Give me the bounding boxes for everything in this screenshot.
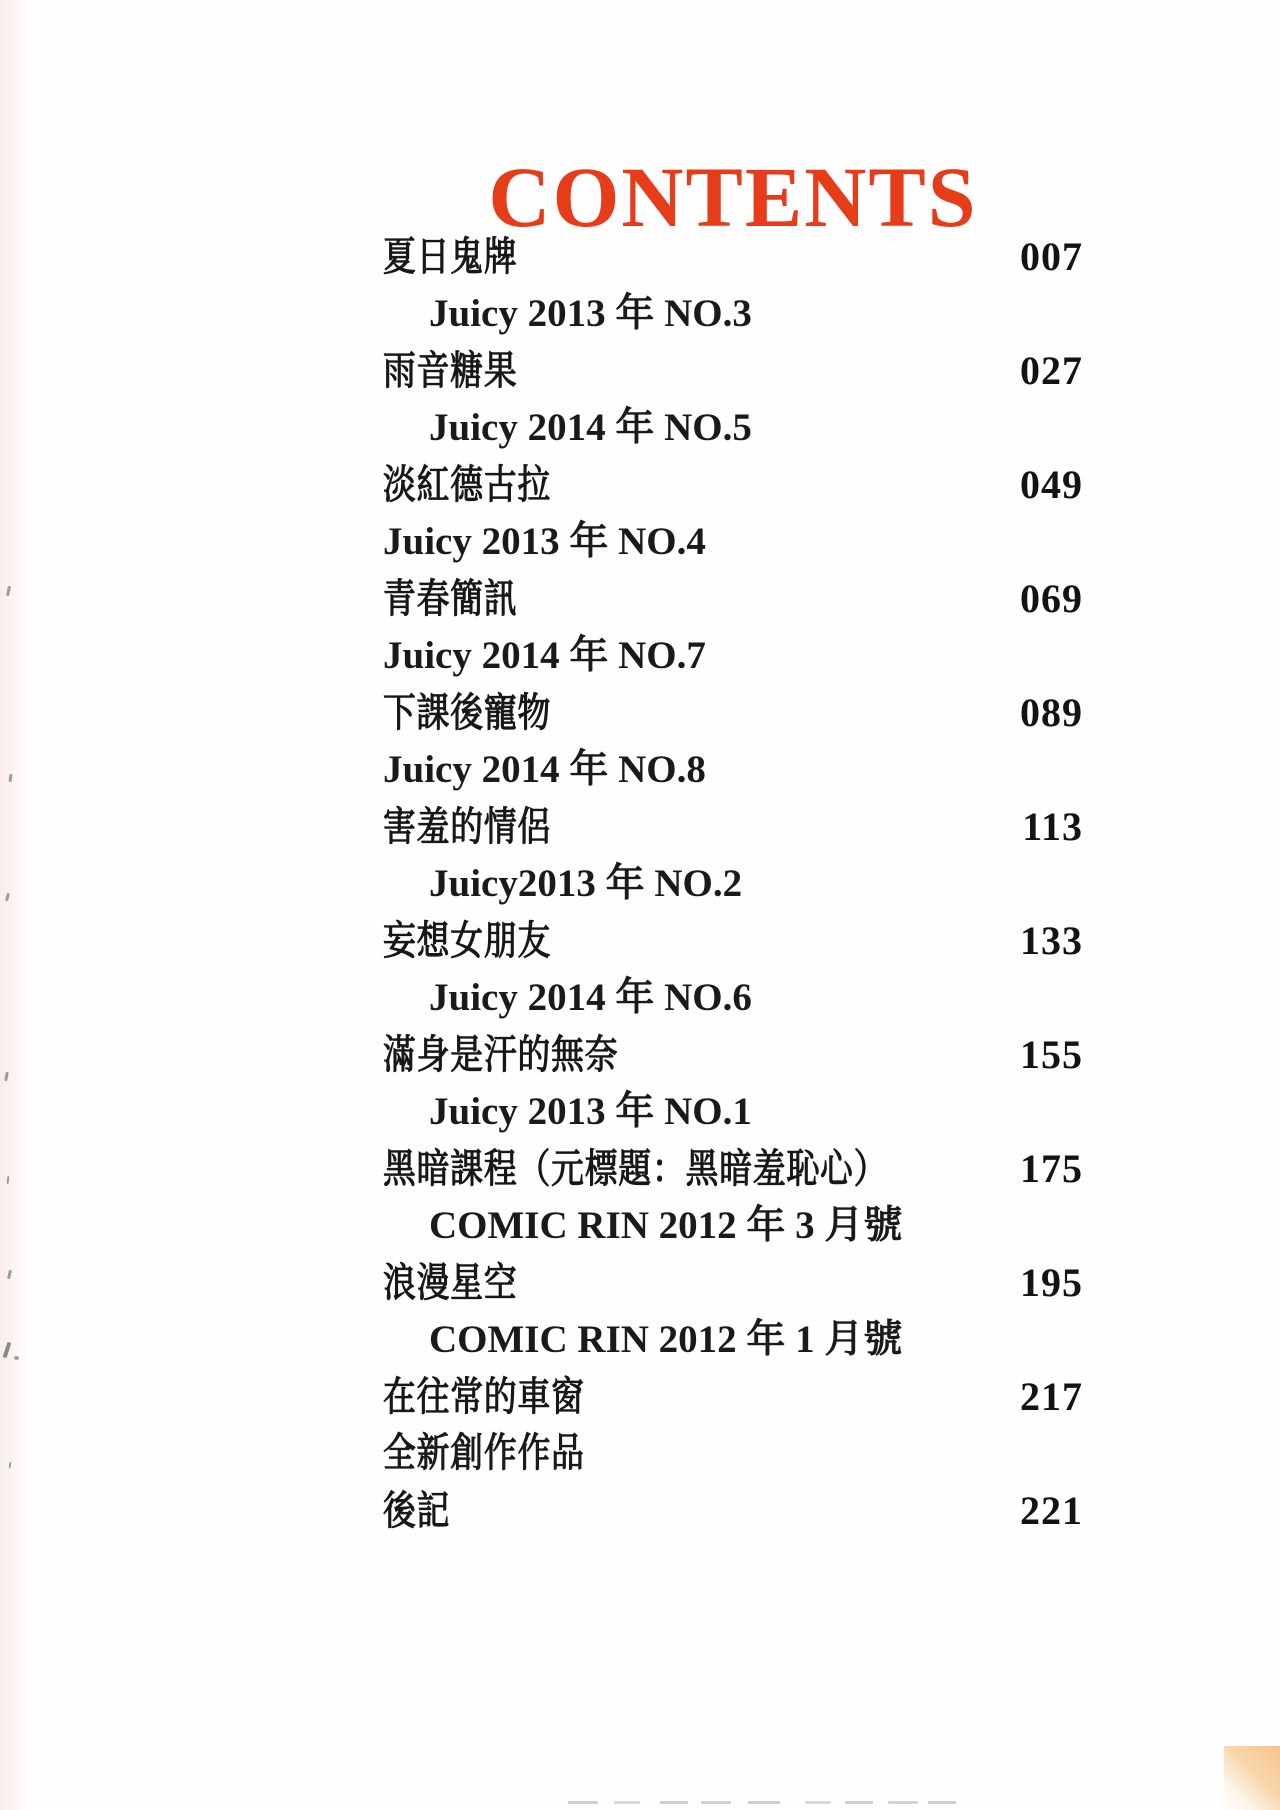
toc-entry-subtitle: COMIC RIN 2012 年 1 月號 bbox=[429, 1318, 903, 1361]
toc-entry bbox=[383, 570, 1083, 684]
toc-entry-title: 淡紅德古拉 bbox=[383, 463, 552, 507]
toc-entry-subtitle: Juicy 2014 年 NO.8 bbox=[383, 748, 706, 791]
toc-entry bbox=[383, 798, 1083, 912]
toc-entry-page: 007 bbox=[1020, 234, 1083, 279]
toc-entry-page: 027 bbox=[1020, 348, 1083, 393]
scan-mark bbox=[568, 1801, 598, 1804]
scan-mark bbox=[14, 1356, 19, 1360]
scan-mark bbox=[5, 893, 10, 901]
scan-mark bbox=[9, 1462, 12, 1468]
toc-entry-page: 113 bbox=[1022, 804, 1083, 849]
scan-mark bbox=[748, 1801, 780, 1804]
toc-entry-title: 夏日鬼牌 bbox=[383, 235, 518, 279]
scan-mark bbox=[4, 1072, 9, 1081]
toc-entry-subtitle: Juicy 2013 年 NO.1 bbox=[429, 1090, 752, 1133]
toc-entry bbox=[383, 912, 1083, 1026]
toc-entry-page: 217 bbox=[1020, 1374, 1083, 1419]
toc-entry bbox=[383, 342, 1083, 456]
toc-entry bbox=[383, 684, 1083, 798]
toc-entry bbox=[383, 1482, 1083, 1539]
toc-entry bbox=[383, 1254, 1083, 1368]
toc-entry-title: 後記 bbox=[383, 1489, 451, 1533]
scan-mark bbox=[805, 1801, 831, 1804]
scan-mark bbox=[614, 1801, 640, 1804]
toc-entry-subtitle: Juicy 2014 年 NO.7 bbox=[383, 634, 706, 677]
toc-list bbox=[383, 228, 1083, 1539]
scan-mark bbox=[888, 1801, 918, 1804]
scan-mark bbox=[7, 1176, 10, 1184]
toc-entry bbox=[383, 1140, 1083, 1254]
scan-mark bbox=[701, 1801, 731, 1804]
toc-entry-page: 089 bbox=[1020, 690, 1083, 735]
scan-mark bbox=[660, 1801, 688, 1804]
scan-mark bbox=[7, 1270, 12, 1279]
page-title: CONTENTS bbox=[488, 148, 978, 245]
scan-mark bbox=[8, 774, 12, 782]
toc-entry-title: 妄想女朋友 bbox=[383, 919, 552, 963]
scan-mark bbox=[928, 1801, 956, 1804]
toc-entry-subtitle: Juicy2013 年 NO.2 bbox=[429, 862, 743, 905]
toc-entry bbox=[383, 456, 1083, 570]
scan-edge-tint bbox=[0, 0, 30, 1810]
toc-entry-title: 浪漫星空 bbox=[383, 1261, 518, 1305]
scan-mark bbox=[845, 1801, 873, 1804]
toc-entry-subtitle: COMIC RIN 2012 年 3 月號 bbox=[429, 1204, 903, 1247]
toc-entry-subtitle: Juicy 2014 年 NO.6 bbox=[429, 976, 752, 1019]
toc-entry bbox=[383, 1368, 1083, 1482]
toc-entry-page: 049 bbox=[1020, 462, 1083, 507]
toc-entry-title: 青春簡訊 bbox=[383, 577, 518, 621]
toc-entry-page: 175 bbox=[1020, 1146, 1083, 1191]
toc-entry-page: 195 bbox=[1020, 1260, 1083, 1305]
toc-entry-title: 黑暗課程（元標題：黑暗羞恥心） bbox=[383, 1147, 888, 1191]
toc-entry bbox=[383, 228, 1083, 342]
toc-entry-subtitle: Juicy 2013 年 NO.4 bbox=[383, 520, 706, 563]
scan-corner-stain bbox=[1224, 1746, 1280, 1810]
toc-entry bbox=[383, 1026, 1083, 1140]
toc-entry-page: 221 bbox=[1020, 1488, 1083, 1533]
toc-entry-title: 在往常的車窗 bbox=[383, 1375, 585, 1419]
toc-entry-title: 下課後寵物 bbox=[383, 691, 552, 735]
toc-entry-page: 133 bbox=[1020, 918, 1083, 963]
scan-mark bbox=[3, 1342, 12, 1358]
toc-entry-subtitle: Juicy 2014 年 NO.5 bbox=[429, 406, 752, 449]
toc-entry-page: 069 bbox=[1020, 576, 1083, 621]
toc-entry-subtitle: Juicy 2013 年 NO.3 bbox=[429, 292, 752, 335]
toc-entry-title: 滿身是汗的無奈 bbox=[383, 1033, 619, 1077]
toc-entry-page: 155 bbox=[1020, 1032, 1083, 1077]
toc-entry-subtitle: 全新創作作品 bbox=[383, 1431, 585, 1475]
toc-entry-title: 雨音糖果 bbox=[383, 349, 518, 393]
scan-mark bbox=[6, 586, 11, 596]
toc-entry-title: 害羞的情侶 bbox=[383, 805, 552, 849]
